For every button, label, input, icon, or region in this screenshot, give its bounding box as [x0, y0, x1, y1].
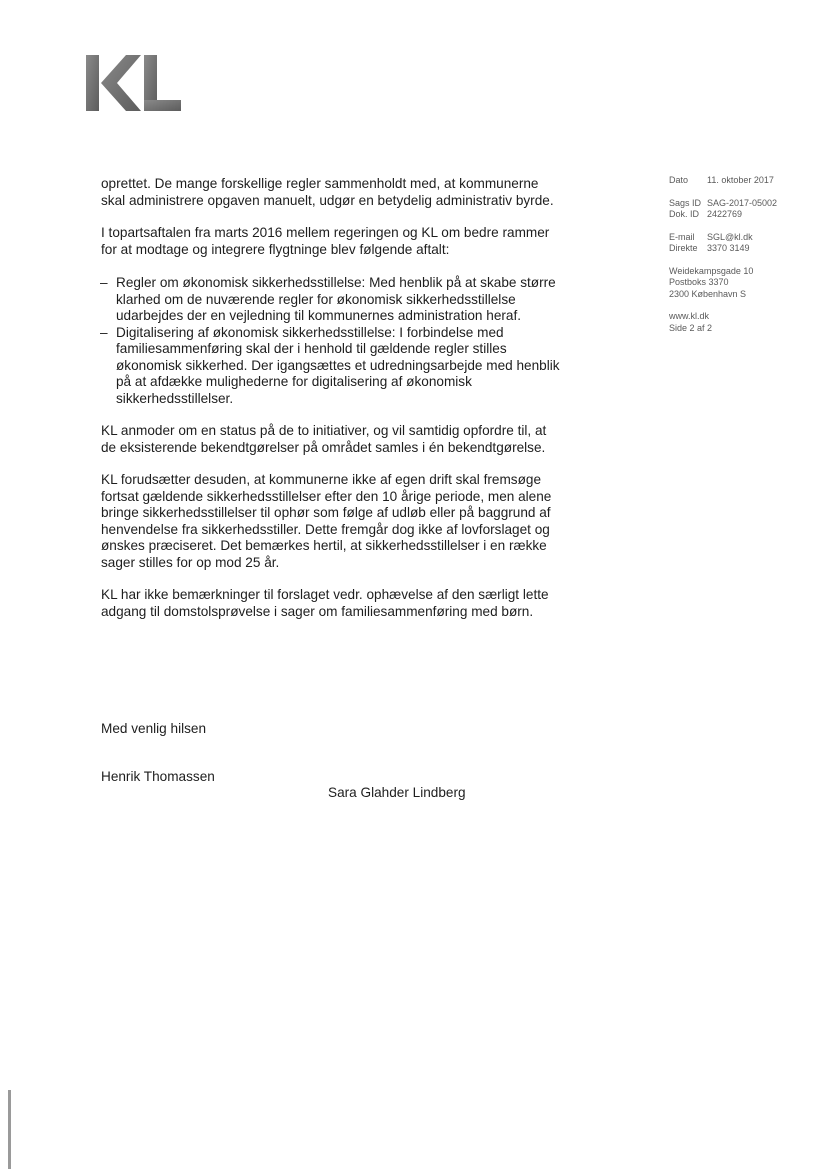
- email-label: E-mail: [669, 231, 695, 242]
- doc-id-row: [669, 209, 777, 221]
- page-number: Side 2 af 2: [669, 322, 713, 333]
- doc-id-value: 2422769: [707, 209, 743, 219]
- website: www.kl.dk: [669, 311, 710, 321]
- phone-row: [669, 243, 777, 255]
- email-row: [669, 232, 777, 244]
- address-line: Weidekampsgade 10: [669, 265, 754, 276]
- agreement-list: [101, 275, 561, 407]
- date-label: Dato: [669, 175, 689, 185]
- email-value: SGL@kl.dk: [707, 231, 753, 242]
- doc-id-label: Dok. ID: [669, 209, 700, 219]
- date-row: [669, 175, 777, 187]
- address-line: 2300 København S: [669, 288, 747, 299]
- closing-greeting: Med venlig hilsen: [101, 721, 207, 736]
- letter-body: [101, 176, 561, 620]
- address-line: Postboks 3370: [669, 277, 729, 287]
- phone-label: Direkte: [669, 243, 698, 253]
- signer-name-1: Henrik Thomassen: [101, 769, 215, 784]
- phone-value: 3370 3149: [707, 243, 750, 253]
- case-id-value: SAG-2017-05002: [707, 197, 778, 208]
- paragraph-3: KL anmoder om en status på de to initiativer, og vil samtidig opfordre til, at de eksisterende bekendtgørelser på området samles i én bekendtgørelse.: [101, 423, 547, 455]
- list-item: – Regler om økonomisk sikkerhedsstillelse: Med henblik på at skabe større klarhed om de nuværende regler for økonomisk sikkerhedsstillelse udarbejdes der en vejledning til kommunernes administration heraf.: [101, 275, 561, 325]
- case-id-row: [669, 198, 777, 210]
- paragraph-4: KL forudsætter desuden, at kommunerne ikke af egen drift skal fremsøge fortsat gældende sikkerhedsstillelser efter den 10 årige periode, men alene bringe sikkerhedsstillelser til ophør som følge af udløb eller på baggrund af henvendelse fra sikkerhedsstiller. Dette fremgår dog ikke af lovforslaget og ønskes præciseret. Det bemærkes hertil, at sikkerhedsstillelser i en række sager stilles for op mod 25 år.: [101, 472, 552, 570]
- signer-name-2: Sara Glahder Lindberg: [328, 785, 466, 800]
- paragraph-5: KL har ikke bemærkninger til forslaget vedr. ophævelse af den særligt lette adgang til domstolsprøvelse i sager om familiesammenføring med børn.: [101, 587, 549, 619]
- paragraph-2: I topartsaftalen fra marts 2016 mellem regeringen og KL om bedre rammer for at modtage og integrere flygtninge blev følgende aftalt:: [101, 225, 550, 257]
- case-id-label: Sags ID: [669, 197, 702, 208]
- kl-logo: [86, 55, 182, 113]
- paragraph-1: oprettet. De mange forskellige regler sammenholdt med, at kommunerne skal administrere opgaven manuelt, udgør en betydelig administrativ byrde.: [101, 176, 554, 208]
- scan-edge-mark: [8, 1090, 11, 1169]
- address-block: [669, 266, 777, 301]
- date-value: 11. oktober 2017: [707, 175, 774, 185]
- letter-metadata: [669, 175, 777, 334]
- list-item: – Digitalisering af økonomisk sikkerhedsstillelse: I forbindelse med familiesammenføring skal der i henhold til gældende regler stilles økonomisk sikkerhed. Der igangsættes et udredningsarbejde med henblik på at afdække mulighederne for digitalisering af økonomisk sikkerhedsstillelser.: [101, 325, 561, 408]
